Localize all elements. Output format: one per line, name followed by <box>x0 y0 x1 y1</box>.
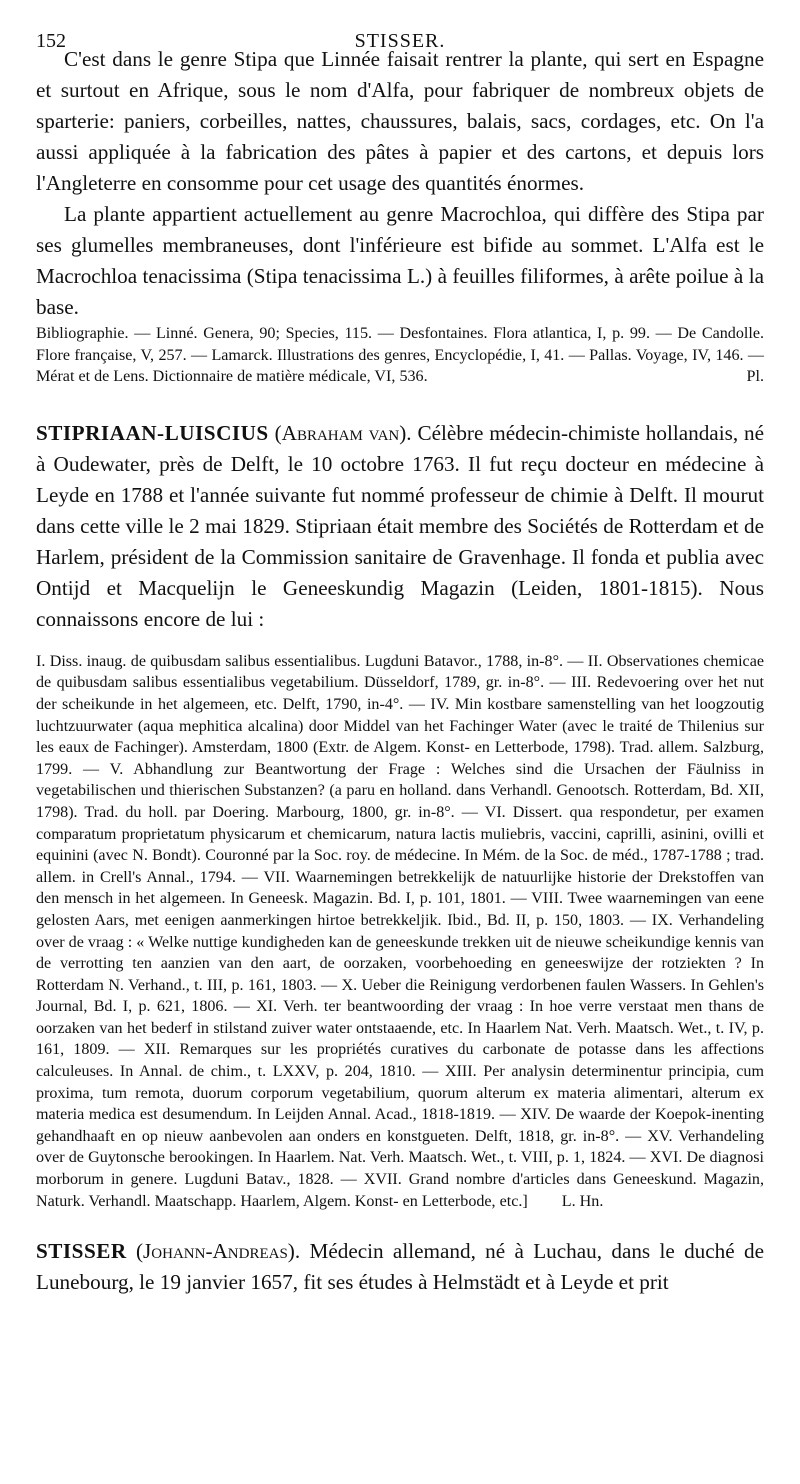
works-text: I. Diss. inaug. de quibusdam salibus essentialibus. Lugduni Batavor., 1788, in-8°. — II. Observationes chemicae de quibusdam salibus essentialibus vegetabilium. Düsseldorf, 1789, gr. in-8°. — III. Redevoering over het nut der scheikunde in het algemeen, etc. Delft, 1790, in-4°. — IV. Min kostbare samenstelling van het loogzoutig luchtzuurwater (aqua mephitica alcalina) door Middel van het Fachinger Water (avec le traité de Thilenius sur les eaux de Fachinger). Amsterdam, 1800 (Extr. de Algem. Konst- en Letterbode, 1798). Trad. allem. Salzburg, 1799. — V. Abhandlung zur Beantwortung der Frage : Welches sind die Ursachen der Fäulniss in vegetabilischen und thierischen Substanzen? (a paru en holland. dans Verhandl. Genootsch. Rotterdam, Bd. XII, 1798). Trad. du holl. par Doering. Marbourg, 1800, gr. in-8°. — VI. Dissert. qua respondetur, per examen comparatum proprietatum physicarum et chemicarum, natura lactis muliebris, vaccini, caprilli, asinini, ovilli et equinini (avec N. Bondt). Couronné par la Soc. roy. de médecine. In Mém. de la Soc. de méd., 1787-1788 ; trad. allem. in Crell's Annal., 1794. — VII. Waarnemingen betrekkelijk de natuurlijke historie der Drekstoffen van den mensch in het algemeen. In Geneesk. Magazin. Bd. I, p. 101, 1801. — VIII. Twee waarnemingen van eene gelosten Aars, met eenigen aanmerkingen hirtoe betrekkeljik. Ibid., Bd. II, p. 150, 1803. — IX. Verhandeling over de vraag : « Welke nuttige kundigheden kan de geneeskunde trekken uit de nieuwe scheikundige kennis van de verrotting ten aanzien van den aart, de oorzaken, voorbehoeding en geneeswijze der rotziekten ? In Rotterdam N. Verhand., t. III, p. 161, 1803. — X. Ueber die Reinigung verdorbenen faulen Wassers. In Gehlen's Journal, Bd. I, p. 621, 1806. — XI. Verh. ter beantwoording der vraag : In hoe verre verstaat men thans de oorzaken van het bederf in stilstand zuiver water ontstaaende, etc. In Haarlem Nat. Verh. Maatsch. Wet., t. IV, p. 161, 1809. — XII. Remarques sur les propriétés curatives du carbonate de potasse dans les affections calculeuses. In Annal. de chim., t. LXXV, p. 204, 1810. — XIII. Per analysin determinentur principia, cum proxima, tum remota, duorum corporum vegetabilium, quorum alterum ex materia alimentari, alterum ex materia medica est desumendum. In Leijden Annal. Acad., 1818-1819. — XIV. De waarde der Koepok-inenting gehandhaaft en op nieuw aanbevolen aan onders en konstgueten. Delft, 1818, gr. in-8°. — XV. Verhandeling over de Guytonsche berookingen. In Haarlem. Nat. Verh. Maatsch. Wet., t. VIII, p. 1, 1824. — XVI. De diagnosi morborum in genere. Lugduni Batav., 1828. — XVII. Grand nombre d'articles dans Geneeskund. Magazin, Naturk. Verhandl. Maatschapp. Haarlem, Algem. Konst- en Letterbode, etc.] <box>36 652 764 1210</box>
stipa-paragraph-2: La plante appartient actuellement au genre Macrochloa, qui diffère des Stipa par ses glumelles membraneuses, dont l'inférieure est bifide au sommet. L'Alfa est le Macrochloa tenacissima (Stipa tenacissima L.) à feuilles filiformes, à arête poilue à la base. <box>36 202 764 319</box>
stisser-entry <box>36 1236 764 1298</box>
stisser-forename: (Johann-Andreas). <box>135 1239 301 1264</box>
stisser-text: Médecin allemand, né à Luchau, dans le duché de Lunebourg, le 19 janvier 1657, fit ses études à Helmstädt et à Leyde et prit <box>36 1239 764 1295</box>
stipa-paragraph-1: C'est dans le genre Stipa que Linnée faisait rentrer la plante, qui sert en Espagne et surtout en Afrique, sous le nom d'Alfa, pour fabriquer de nombreux objets de sparterie: paniers, corbeilles, nattes, chaussures, balais, sacs, cordages, etc. On l'a aussi appliquée à la fabrication des pâtes à papier et des cartons, et depuis lors l'Angleterre en consomme pour cet usage des quantités énormes. <box>36 47 764 195</box>
stipriaan-text: Célèbre médecin-chimiste hollandais, né à Oudewater, près de Delft, le 10 octobre 1763. Il fut reçu docteur en médecine à Leyde en 1788 et l'année suivante fut nommé professeur de chimie à Delft. Il mourut dans cette ville le 2 mai 1829. Stipriaan était membre des Sociétés de Rotterdam et de Harlem, président de la Commission sanitaire de Gravenhage. Il fonda et publia avec Ontijd et Macquelijn le Geneeskundig Magazin (Leiden, 1801-1815). Nous connaissons encore de lui : <box>36 420 765 631</box>
page-header <box>36 0 764 52</box>
page-number: 152 <box>36 30 66 52</box>
document-page <box>36 0 764 1298</box>
stipa-signature: Pl. <box>746 368 764 386</box>
stipriaan-headword: STIPRIAAN-LUISCIUS <box>36 420 269 445</box>
stipriaan-forename: (Abraham van). <box>274 420 412 445</box>
bibliography-text: Bibliographie. — Linné. Genera, 90; Species, 115. — Desfontaines. Flora atlantica, I, p. 99. — De Candolle. Flore française, V, 257. — Lamarck. Illustrations des genres, Encyclopédie, I, 41. — Pallas. Voyage, IV, 146. — Mérat et de Lens. Dictionnaire de matière médicale, VI, 536. <box>36 325 764 386</box>
stisser-headword: STISSER <box>36 1239 127 1264</box>
stipriaan-signature: L. Hn. <box>561 1192 604 1210</box>
stipa-bibliography <box>36 323 764 388</box>
running-head: STISSER. <box>354 30 446 52</box>
stipriaan-works <box>36 651 764 1212</box>
stipriaan-entry <box>36 418 764 635</box>
